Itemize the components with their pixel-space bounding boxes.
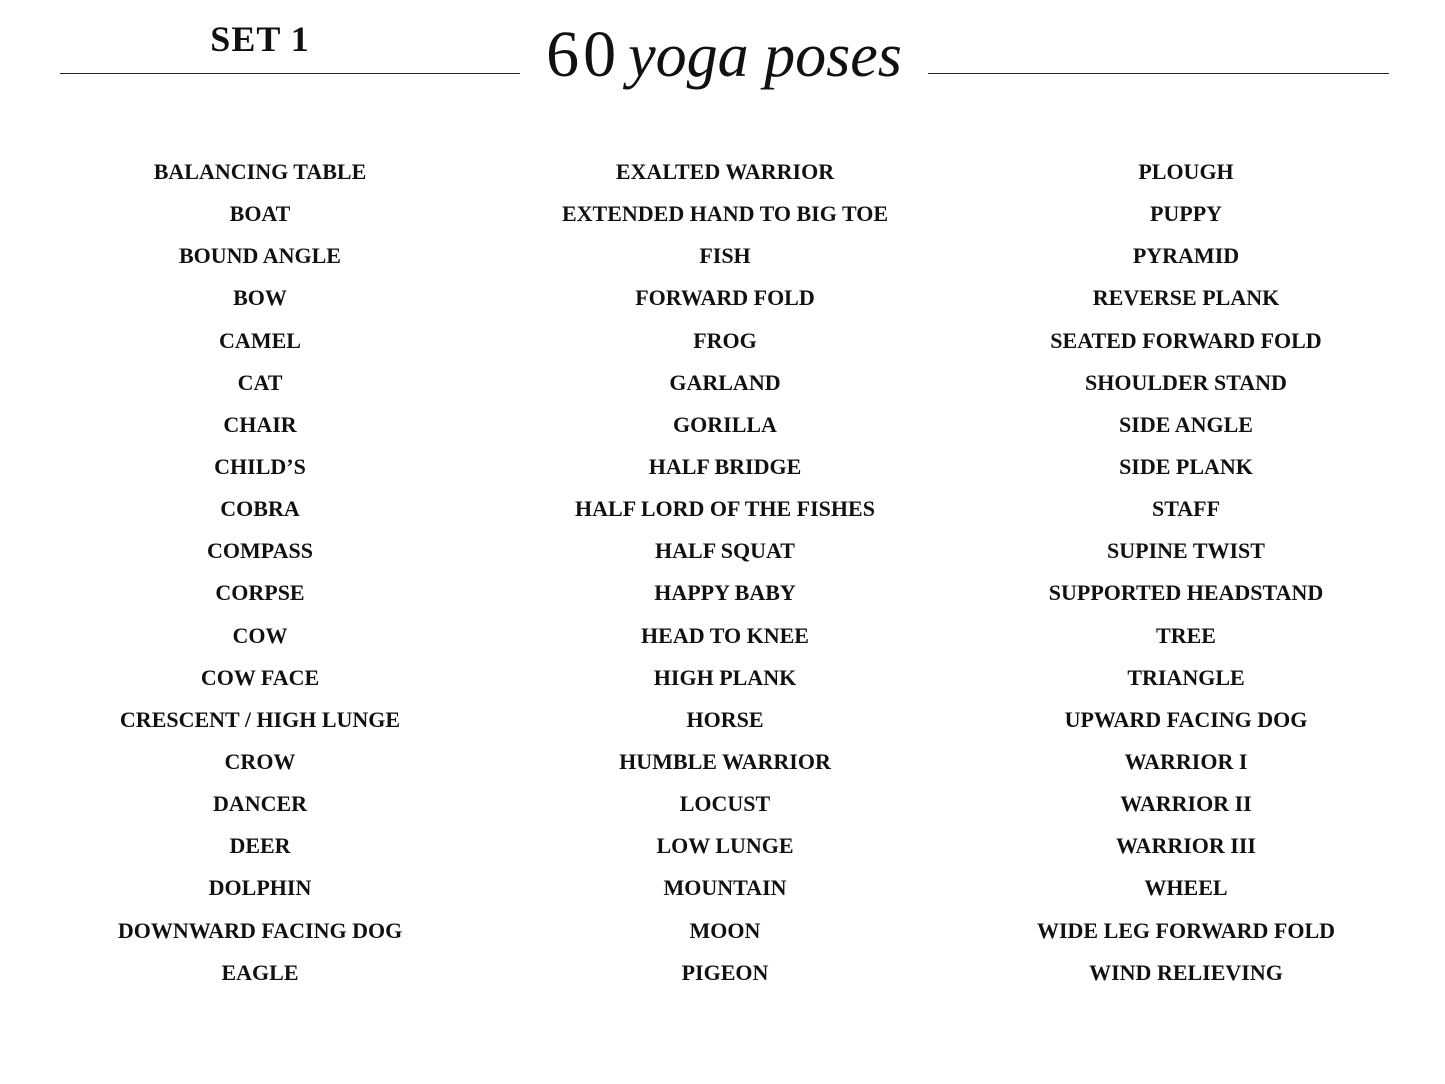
pose-item: SIDE ANGLE [1119,411,1253,437]
pose-item: COW FACE [200,664,320,690]
pose-item: CHILD’S [214,453,306,479]
pose-item: HAPPY BABY [654,580,796,606]
pose-item: FORWARD FOLD [635,285,815,311]
pose-item: GARLAND [669,369,781,395]
pose-item: CHAIR [223,411,297,437]
pose-item: BOW [233,285,287,311]
pose-item: PYRAMID [1132,243,1240,269]
pose-item: SHOULDER STAND [1085,369,1287,395]
pose-item: SUPPORTED HEADSTAND [1048,580,1324,606]
pose-item: COBRA [220,496,300,522]
pose-item: COMPASS [207,538,313,564]
pose-item: DEER [229,833,291,859]
pose-item: SUPINE TWIST [1107,538,1265,564]
pose-item: HUMBLE WARRIOR [619,748,831,774]
pose-item: PUPPY [1149,201,1223,227]
pose-item: UPWARD FACING DOG [1064,706,1308,732]
pose-item: BOAT [229,201,291,227]
pose-item: DANCER [212,791,308,817]
pose-item: HALF BRIDGE [648,453,802,479]
pose-item: WARRIOR III [1116,833,1256,859]
pose-item: FISH [699,243,751,269]
header-rule-right [928,73,1389,74]
pose-item: PLOUGH [1138,159,1234,184]
pose-item: COW [232,622,288,648]
pose-item: WIDE LEG FORWARD FOLD [1036,917,1336,943]
title-number: 60 [546,18,621,91]
pose-item: STAFF [1151,496,1221,522]
pose-item: EAGLE [221,959,299,985]
pose-item: DOLPHIN [208,875,312,901]
pose-item: FROG [693,327,757,353]
pose-column-2 [485,151,965,994]
pose-item: TREE [1156,622,1216,648]
pose-item: CAT [237,369,283,395]
pose-item: SEATED FORWARD FOLD [1050,327,1322,353]
pose-item: EXTENDED HAND TO BIG TOE [561,201,889,227]
title-text: yoga poses [628,22,902,90]
pose-item: HALF LORD OF THE FISHES [575,496,875,522]
pose-item: PIGEON [681,959,769,985]
pose-item: MOUNTAIN [663,875,787,901]
pose-item: BALANCING TABLE [153,159,367,184]
pose-item: HORSE [686,706,764,732]
page-title [520,18,928,91]
pose-item: WARRIOR II [1120,791,1252,817]
pose-item: HEAD TO KNEE [641,622,809,648]
pose-item: CROW [224,748,296,774]
pose-item: WARRIOR I [1124,748,1248,774]
pose-item: CRESCENT / HIGH LUNGE [119,706,401,732]
pose-item: EXALTED WARRIOR [615,159,835,184]
pose-item: GORILLA [673,411,777,437]
pose-column-3 [946,151,1426,994]
header-rule-left [60,73,520,74]
pose-item: HIGH PLANK [653,664,797,690]
pose-item: CAMEL [219,327,301,353]
pose-column-1 [20,151,500,994]
pose-item: REVERSE PLANK [1092,285,1280,311]
pose-item: BOUND ANGLE [179,243,341,269]
set-label: SET 1 [210,19,310,59]
pose-item: CORPSE [215,580,305,606]
pose-item: LOCUST [679,791,771,817]
pose-item: TRIANGLE [1127,664,1245,690]
pose-item: MOON [689,917,761,943]
pose-item: LOW LUNGE [656,833,794,859]
pose-item: WHEEL [1144,875,1228,901]
pose-item: DOWNWARD FACING DOG [117,917,403,943]
pose-item: SIDE PLANK [1119,453,1253,479]
pose-item: HALF SQUAT [655,538,795,564]
pose-item: WIND RELIEVING [1089,959,1283,985]
